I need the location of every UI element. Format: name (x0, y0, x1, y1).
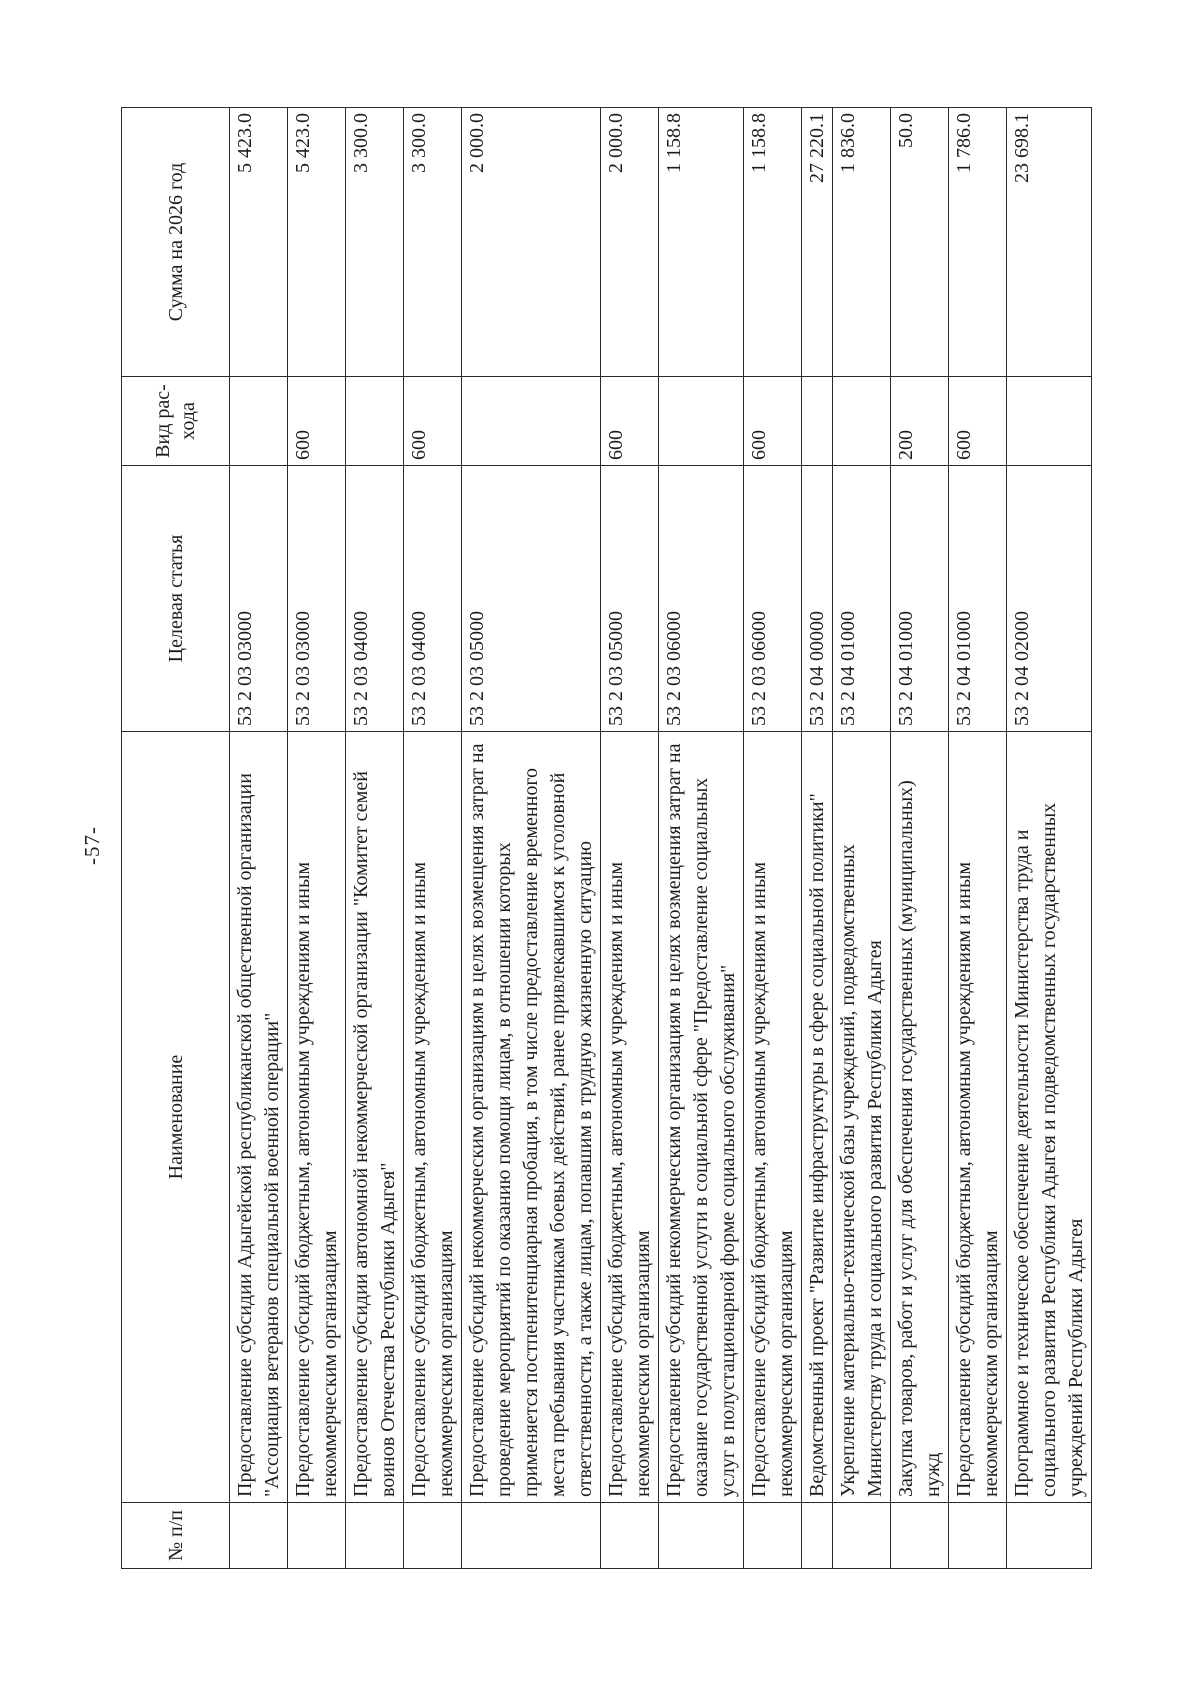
cell-expense-type: 600 (744, 377, 802, 466)
cell-expense-type: 600 (601, 377, 659, 466)
cell-target-article: 53 2 03 04000 (346, 466, 404, 732)
cell-amount: 1 836.0 (833, 108, 891, 377)
cell-name: Программное и техническое обеспечение деятельности Министерства труда и социального развития Республики Адыгея и подведомственных государственных учреждений Республики Адыгея (1007, 732, 1092, 1503)
table-row (659, 108, 744, 1569)
cell-amount: 23 698.1 (1007, 108, 1092, 377)
cell-expense-type (230, 377, 288, 466)
table-row (346, 108, 404, 1569)
budget-table (121, 107, 1092, 1569)
cell-number (462, 1503, 601, 1569)
cell-target-article: 53 2 04 01000 (891, 466, 949, 732)
table-row (601, 108, 659, 1569)
cell-amount: 5 423.0 (230, 108, 288, 377)
cell-number (802, 1503, 833, 1569)
cell-name: Предоставление субсидий бюджетным, автономным учреждениям и иным некоммерческим организациям (949, 732, 1007, 1503)
cell-name: Предоставление субсидий бюджетным, автономным учреждениям и иным некоммерческим организациям (288, 732, 346, 1503)
table-row (404, 108, 462, 1569)
cell-target-article: 53 2 03 04000 (404, 466, 462, 732)
table-row (288, 108, 346, 1569)
cell-expense-type: 600 (288, 377, 346, 466)
cell-number (288, 1503, 346, 1569)
cell-amount: 1 786.0 (949, 108, 1007, 377)
header-target-article: Целевая статья (122, 466, 230, 732)
cell-expense-type (659, 377, 744, 466)
cell-target-article: 53 2 03 06000 (744, 466, 802, 732)
cell-expense-type (462, 377, 601, 466)
cell-amount: 5 423.0 (288, 108, 346, 377)
cell-name: Закупка товаров, работ и услуг для обеспечения государственных (муниципальных) нужд (891, 732, 949, 1503)
cell-target-article: 53 2 04 02000 (1007, 466, 1092, 732)
cell-name: Ведомственный проект "Развитие инфраструктуры в сфере социальной политики" (802, 732, 833, 1503)
cell-name: Предоставление субсидий бюджетным, автономным учреждениям и иным некоммерческим организациям (404, 732, 462, 1503)
header-number: № п/п (122, 1503, 230, 1569)
cell-name: Предоставление субсидий бюджетным, автономным учреждениям и иным некоммерческим организациям (744, 732, 802, 1503)
cell-expense-type (833, 377, 891, 466)
cell-target-article: 53 2 03 05000 (601, 466, 659, 732)
table-header (122, 108, 230, 1569)
cell-amount: 3 300.0 (346, 108, 404, 377)
cell-target-article: 53 2 04 00000 (802, 466, 833, 732)
cell-target-article: 53 2 03 03000 (230, 466, 288, 732)
table-row (833, 108, 891, 1569)
table-row (1007, 108, 1092, 1569)
cell-number (833, 1503, 891, 1569)
cell-target-article: 53 2 03 06000 (659, 466, 744, 732)
table-body (230, 108, 1092, 1569)
cell-number (1007, 1503, 1092, 1569)
cell-amount: 3 300.0 (404, 108, 462, 377)
cell-target-article: 53 2 03 05000 (462, 466, 601, 732)
cell-expense-type (802, 377, 833, 466)
cell-number (230, 1503, 288, 1569)
cell-expense-type: 200 (891, 377, 949, 466)
cell-target-article: 53 2 04 01000 (949, 466, 1007, 732)
cell-target-article: 53 2 03 03000 (288, 466, 346, 732)
cell-number (891, 1503, 949, 1569)
header-name: Наименование (122, 732, 230, 1503)
table-row (744, 108, 802, 1569)
header-expense-type: Вид рас-хода (122, 377, 230, 466)
cell-name: Предоставление субсидий бюджетным, автономным учреждениям и иным некоммерческим организациям (601, 732, 659, 1503)
cell-amount: 2 000.0 (462, 108, 601, 377)
cell-name: Предоставление субсидии автономной некоммерческой организации "Комитет семей воинов Отечества Республики Адыгея" (346, 732, 404, 1503)
cell-target-article: 53 2 04 01000 (833, 466, 891, 732)
cell-expense-type (346, 377, 404, 466)
table-row (462, 108, 601, 1569)
cell-amount: 1 158.8 (744, 108, 802, 377)
cell-name: Предоставление субсидий некоммерческим организациям в целях возмещения затрат на проведение мероприятий по оказанию помощи лицам, в отношении которых применяется постпенитенциарная пробация, в том числе предоставление временного места пребывания участникам боевых действий, ранее привлекавшимся к уголовной ответственности, а также лицам, попавшим в трудную жизненную ситуацию (462, 732, 601, 1503)
cell-number (949, 1503, 1007, 1569)
cell-amount: 27 220.1 (802, 108, 833, 377)
table-row (230, 108, 288, 1569)
cell-expense-type: 600 (404, 377, 462, 466)
cell-number (601, 1503, 659, 1569)
cell-amount: 2 000.0 (601, 108, 659, 377)
cell-name: Укрепление материально-технической базы учреждений, подведомственных Министерству труда и социального развития Республики Адыгея (833, 732, 891, 1503)
cell-expense-type: 600 (949, 377, 1007, 466)
table-row (802, 108, 833, 1569)
table-row (891, 108, 949, 1569)
page-number: -57- (80, 826, 104, 865)
cell-number (404, 1503, 462, 1569)
cell-amount: 1 158.8 (659, 108, 744, 377)
cell-name: Предоставление субсидий некоммерческим организациям в целях возмещения затрат на оказание государственной услуги в социальной сфере "Предоставление социальных услуг в полустационарной форме социального обслуживания" (659, 732, 744, 1503)
cell-number (744, 1503, 802, 1569)
cell-number (346, 1503, 404, 1569)
cell-amount: 50.0 (891, 108, 949, 377)
table-row (949, 108, 1007, 1569)
cell-number (659, 1503, 744, 1569)
cell-name: Предоставление субсидии Адыгейской республиканской общественной организации "Ассоциация ветеранов специальной военной операции" (230, 732, 288, 1503)
cell-expense-type (1007, 377, 1092, 466)
header-row (122, 108, 230, 1569)
header-amount-2026: Сумма на 2026 год (122, 108, 230, 377)
